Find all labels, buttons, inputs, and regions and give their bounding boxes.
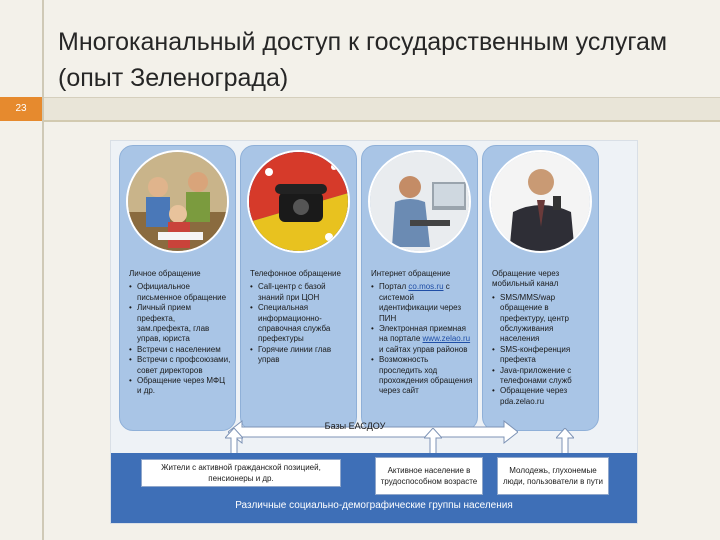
group-box-working-age: Активное население в трудоспособном возрасте [375, 457, 483, 495]
telephone-icon [247, 150, 350, 253]
channels-diagram [110, 140, 638, 524]
page-number: 23 [0, 97, 42, 121]
card-heading: Обращение через мобильный канал [492, 269, 560, 289]
list-item: • Java-приложение с телефонами служб [500, 366, 594, 387]
card-internet-appeal [361, 145, 478, 431]
list-item: • SMS/MMS/wap обращение в префектуру, центр обслуживания населения [500, 293, 594, 345]
list-item: • Обращение через МФЦ и др. [137, 376, 231, 397]
list-item: • Встречи с профсоюзами, совет директоров [137, 355, 231, 376]
database-label: Базы ЕАСДОУ [324, 421, 386, 431]
slide-header-band [0, 97, 720, 121]
card-phone-appeal [240, 145, 357, 431]
list-item: • Специальная информационно-справочная служба префектуры [258, 303, 352, 345]
businessman-phone-icon [489, 150, 592, 253]
list-item: • Возможность проследить ход прохождения обращения через сайт [379, 355, 473, 397]
card-mobile-appeal [482, 145, 599, 431]
card-heading: Интернет обращение [371, 269, 451, 278]
list-item: • SMS-конференция префекта [500, 345, 594, 366]
list-item: • Личный прием префекта, зам.префекта, глав управ, юриста [137, 303, 231, 345]
group-box-youth: Молодежь, глухонемые люди, пользователи в пути [497, 457, 609, 495]
slide-title: Многоканальный доступ к государственным услугам (опыт Зеленограда) [58, 28, 668, 92]
list-item: • Официальное письменное обращение [137, 282, 231, 303]
slide-vertical-rule [42, 0, 44, 540]
card-heading: Личное обращение [129, 269, 201, 278]
list-item: • Встречи с населением [137, 345, 231, 355]
footer-label: Различные социально-демографические группы населения [235, 500, 513, 511]
zelao-link[interactable]: www.zelao.ru [422, 334, 471, 344]
up-arrow-icon [556, 428, 574, 454]
card-personal-appeal [119, 145, 236, 431]
list-item: • Портал co.mos.ru с системой идентификации через ПИН [379, 282, 473, 324]
group-box-active-citizens: Жители с активной гражданской позицией, пенсионеры и др. [141, 459, 341, 487]
list-item: • Горячие линии глав управ [258, 345, 352, 366]
people-meeting-icon [126, 150, 229, 253]
computer-user-icon [368, 150, 471, 253]
up-arrow-icon [424, 428, 442, 454]
up-arrow-icon [225, 428, 243, 454]
list-item: • Электронная приемная на портале www.zelao.ru и сайтах управ районов [379, 324, 473, 355]
portal-link[interactable]: co.mos.ru [408, 282, 444, 292]
list-item: • Call-центр с базой знаний при ЦОН [258, 282, 352, 303]
card-heading: Телефонное обращение [250, 269, 341, 278]
list-item: • Обращение через pda.zelao.ru [500, 386, 594, 407]
